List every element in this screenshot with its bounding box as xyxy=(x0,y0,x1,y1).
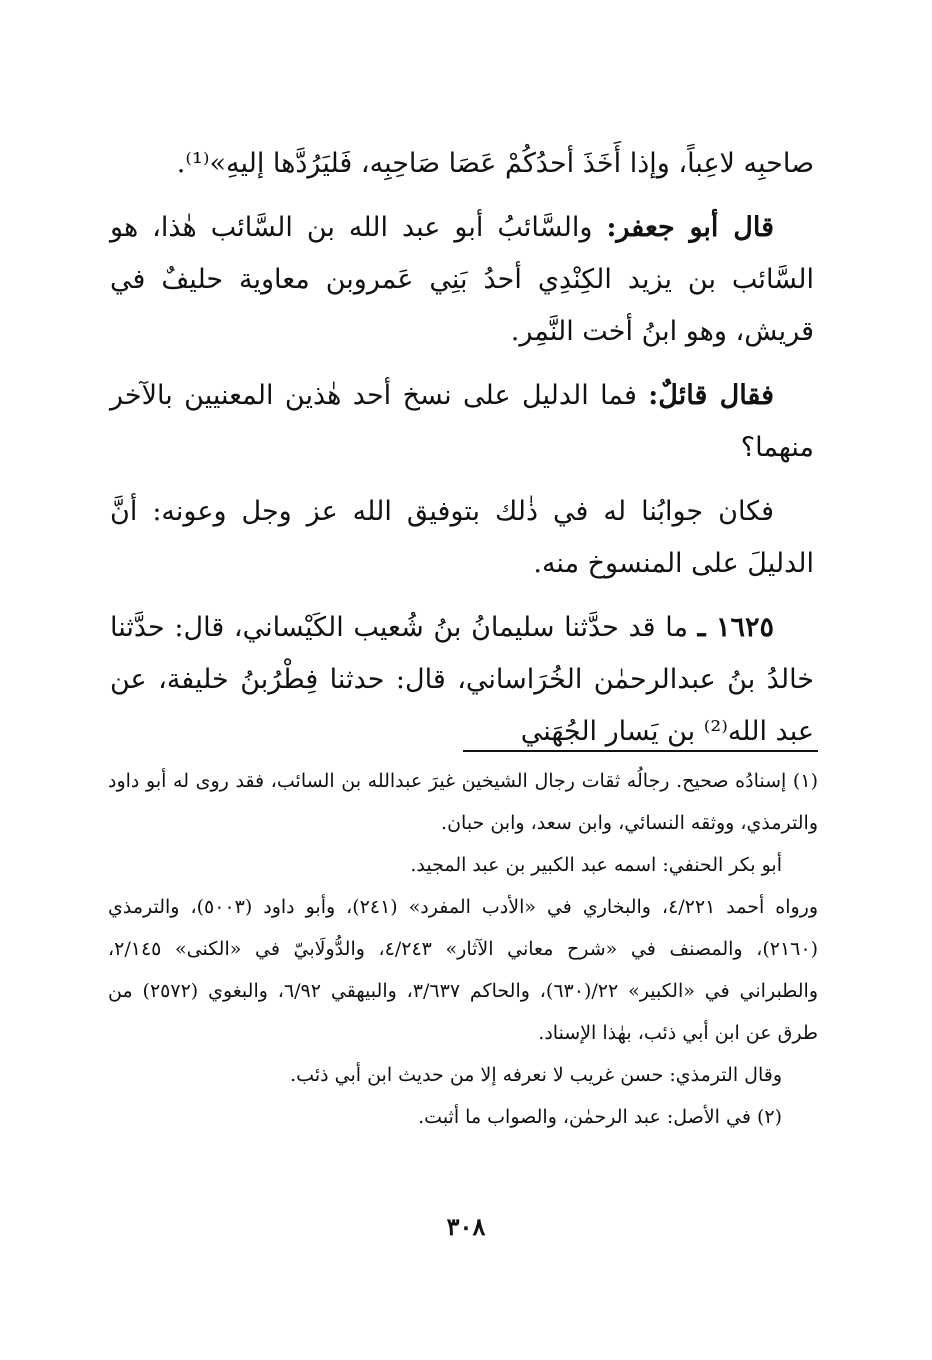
paragraph-2-text: والسَّائبُ أبو عبد الله بن السَّائب هٰذا، هو السَّائب بن يزيد الكِنْدِي أحدُ بَنِي عَمروبن معاوية حليفٌ في قريش، وهو ابنُ أخت النَّمِر. xyxy=(110,212,814,347)
paragraph-5 xyxy=(110,602,814,758)
paragraph-3 xyxy=(110,370,814,474)
paragraph-3-lead: فقال قائلٌ: xyxy=(648,380,774,411)
paragraph-2-lead: قال أبو جعفر: xyxy=(606,212,774,243)
footnote-1-c: ورواه أحمد ٤/٢٢١، والبخاري في «الأدب المفرد» (٢٤١)، وأبو داود (٥٠٠٣)، والترمذي (٢١٦٠)، والمصنف في «شرح معاني الآثار» ٤/٢٤٣، والدُّولَابيّ في «الكنى» ٢/١٤٥، والطبراني في «الكبير» ٢٢/(٦٣٠)، والحاكم ٣/٦٣٧، والبيهقي ٦/٩٢، والبغوي (٢٥٧٢) من طرق عن ابن أبي ذئب، بهٰذا الإسناد. xyxy=(108,896,819,1044)
footnote-2: (٢) في الأصل: عبد الرحمٰن، والصواب ما أثبت. xyxy=(418,1106,782,1128)
footnotes xyxy=(108,760,818,1138)
footnote-1-d: وقال الترمذي: حسن غريب لا نعرفه إلا من حديث ابن أبي ذئب. xyxy=(290,1064,782,1086)
paragraph-4 xyxy=(110,486,814,590)
footnote-1-b: أبو بكر الحنفي: اسمه عبد الكبير بن عبد المجيد. xyxy=(410,854,782,876)
footnote-separator xyxy=(463,750,818,752)
paragraph-5-text: ما قد حدَّثنا سليمانُ بنُ شُعيب الكَيْساني، قال: حدَّثنا خالدُ بنُ عبدالرحمٰن الخُرَاساني، قال: حدثنا فِطْرُبنُ خليفة، عن عبد الله⁽²⁾ بن يَسار الجُهَني xyxy=(110,612,814,747)
hadith-number: ١٦٢٥ ـ xyxy=(697,612,774,643)
page-number: ٣٠٨ xyxy=(446,1212,486,1241)
paragraph-1 xyxy=(110,138,814,190)
paragraph-4-text: فكان جوابُنا له في ذٰلك بتوفيق الله عز وجل وعونه: أنَّ الدليلَ على المنسوخ منه. xyxy=(110,496,814,579)
footnote-1-a: (١) إسنادُه صحيح. رجالُه ثقات رجال الشيخين غيرَ عبدالله بن السائب، فقد روى له أبو داود والترمذي، ووثقه النسائي، وابن سعد، وابن حبان. xyxy=(108,770,818,834)
main-text xyxy=(110,138,814,770)
paragraph-1-text: صاحبِه لاعِباً، وإذا أَخَذَ أحدُكُمْ عَصَا صَاحِبِه، فَليَرُدَّها إليهِ»⁽¹⁾. xyxy=(176,148,814,179)
paragraph-2 xyxy=(110,202,814,358)
paragraph-3-text: فما الدليل على نسخ أحد هٰذين المعنيين بالآخر منهما؟ xyxy=(110,380,814,463)
